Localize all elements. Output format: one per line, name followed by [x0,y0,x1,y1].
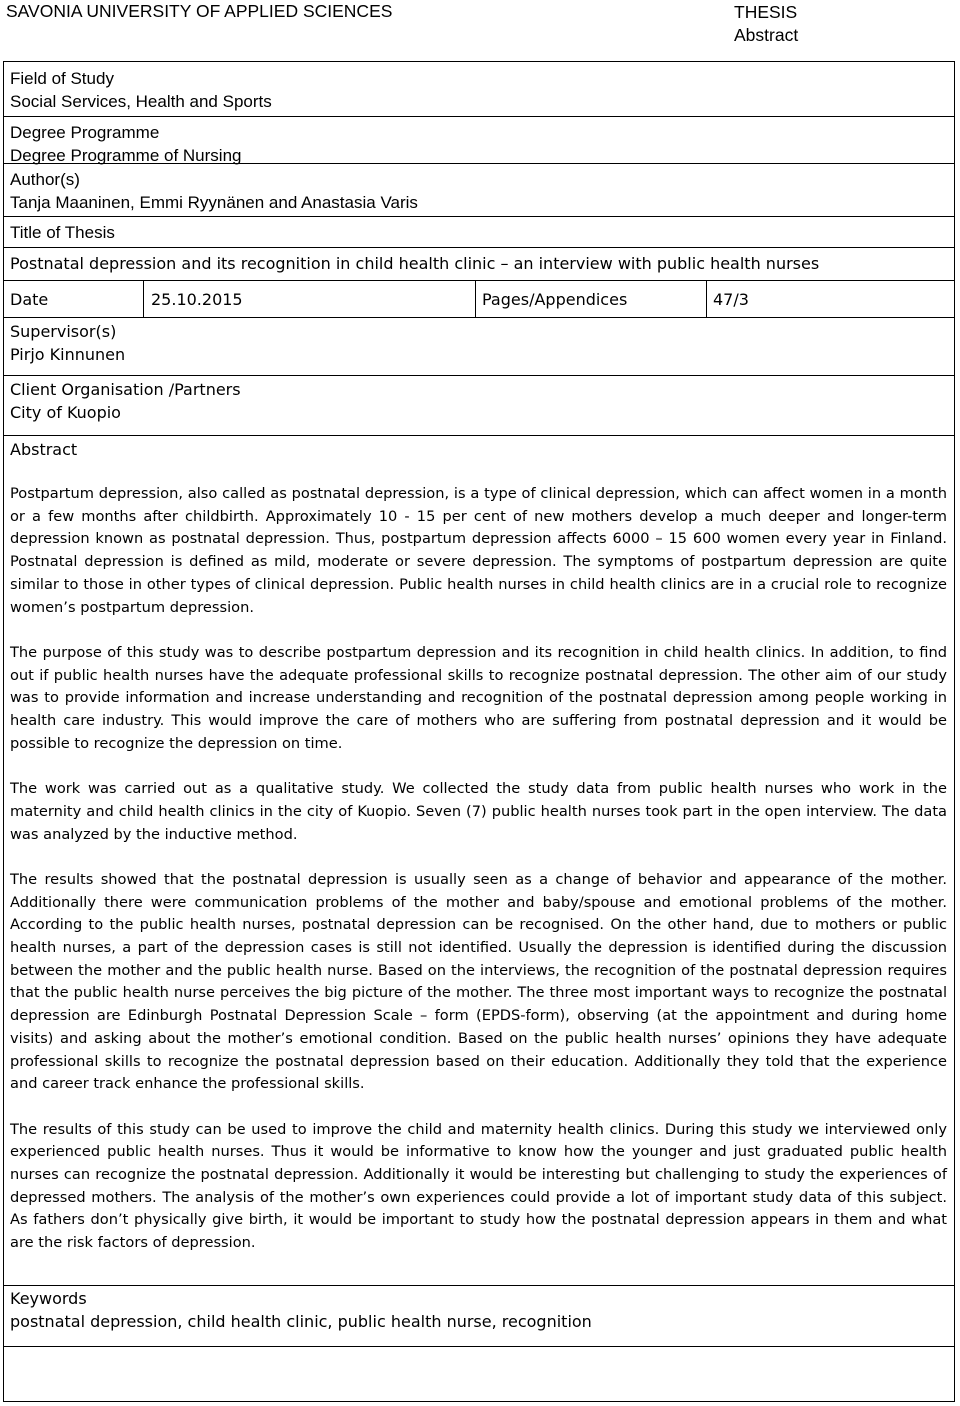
date-value: 25.10.2015 [151,290,243,309]
document-type-main: THESIS [734,2,798,22]
pages-divider [475,281,476,318]
thesis-title: Postnatal depression and its recognition in child health clinic – an interview with public health nurses [10,254,820,273]
title-label: Title of Thesis [10,223,115,242]
authors-value: Tanja Maaninen, Emmi Ryynänen and Anastasia Varis [10,193,418,212]
field-of-study-section [4,67,954,123]
pages-value-divider [706,281,707,318]
date-pages-row [4,280,954,318]
abstract-label-row [4,435,954,475]
supervisors-section [4,317,954,383]
empty-bottom-row [4,1346,954,1401]
date-divider [143,281,144,318]
degree-programme-value: Degree Programme of Nursing [10,146,242,165]
degree-programme-section [4,116,954,168]
client-section [4,375,954,437]
client-value: City of Kuopio [10,403,121,422]
title-label-row [4,216,954,243]
abstract-paragraph: Postpartum depression, also called as postnatal depression, is a type of clinical depression, which can affect women in a month or a few months after childbirth. Approximately 10 - 15 per cent of new mothers develop a much deeper and longer-term depression known as postnatal depression. Thus, postpartum depression affects 6000 – 15 600 women every year in Finland. Postnatal depression is defined as mild, moderate or severe depression. The symptoms of postpartum depression are quite similar to those in other types of clinical depression. Public health nurses in child health clinics are in a crucial role to recognize women’s postpartum depression. [10,485,947,616]
authors-section [4,163,954,219]
title-value-row [4,247,954,282]
pages-value: 47/3 [713,290,749,309]
supervisors-label: Supervisor(s) [10,322,117,341]
abstract-form [3,61,955,1402]
field-of-study-value: Social Services, Health and Sports [10,92,272,111]
abstract-paragraph: The results of this study can be used to improve the child and maternity health clinics. During this study we interviewed only experienced public health nurses. Thus it would be informative to know how the younger and just graduated public health nurses can recognize the postnatal depression. Additionally it would be interesting but challenging to study the experiences of depressed mothers. The analysis of the mother’s own experiences could provide a lot of important study data of this subject. As fathers don’t physically give birth, it would be important to study how the postnatal depression appears in them and what are the risk factors of depression. [10,1120,947,1252]
institution-name: SAVONIA UNIVERSITY OF APPLIED SCIENCES [6,1,393,21]
authors-label: Author(s) [10,170,80,189]
pages-label: Pages/Appendices [482,290,628,309]
abstract-body [10,483,947,1255]
keywords-section [4,1285,954,1345]
abstract-paragraph: The purpose of this study was to describe postpartum depression and its recognition in child health clinics. In addition, to find out if public health nurses have the adequate professional skills to recognize postnatal depression. The other aim of our study was to provide information and increase understanding and recognition of the postnatal depression among people working in health care industry. This would improve the care of mothers who are suffering from postnatal depression and it would be possible to recognize the depression on time. [10,643,947,752]
keywords-label: Keywords [10,1289,87,1308]
page-header [6,0,956,60]
date-label: Date [10,290,49,309]
document-type [734,1,798,46]
document-type-sub: Abstract [734,24,799,45]
field-of-study-label: Field of Study [10,69,114,88]
abstract-paragraph: The work was carried out as a qualitative study. We collected the study data from public health nurses who work in the maternity and child health clinics in the city of Kuopio. Seven (7) public health nurses took part in the open interview. The data was analyzed by the inductive method. [10,780,947,843]
abstract-paragraph: The results showed that the postnatal depression is usually seen as a change of behavior and appearance of the mother. Additionally there were communication problems of the mother and baby/spouse and emotional problems of the mother. According to the public health nurses, postnatal depression can be recognised. On the other hand, due to mothers or public health nurses, a part of the depression cases is still not identified. Usually the depression is identified during the discussion between the mother and the public health nurse. Based on the interviews, the recognition of the postnatal depression requires that the public health nurse perceives the big picture of the mother. The three most important ways to recognize the postnatal depression are Edinburgh Postnatal Depression Scale – form (EPDS-form), observing (at the appointment and during home visits) and asking about the mother’s emotional condition. Based on the public health nurses’ opinions they have adequate professional skills to recognize the postnatal depression based on their education. Additionally they told that the experience and career track enhance the professional skills. [10,870,947,1093]
keywords-value: postnatal depression, child health clinic, public health nurse, recognition [10,1312,592,1331]
client-label: Client Organisation /Partners [10,380,241,399]
abstract-label: Abstract [10,440,78,459]
degree-programme-label: Degree Programme [10,123,160,142]
supervisors-value: Pirjo Kinnunen [10,345,126,364]
